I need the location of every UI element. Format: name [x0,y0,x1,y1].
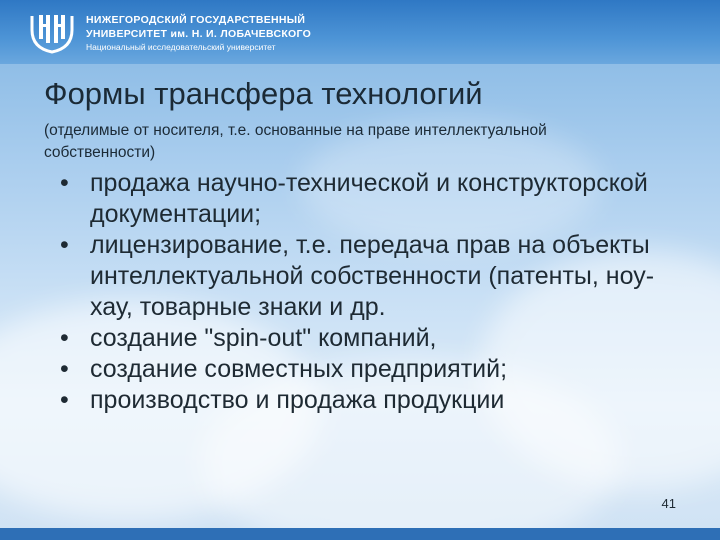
university-name-line1: НИЖЕГОРОДСКИЙ ГОСУДАРСТВЕННЫЙ [86,14,306,26]
bullet-dot: • [60,324,69,352]
bullet-dot: • [60,231,69,259]
bullet-item [44,168,684,230]
bottom-bar [0,528,720,540]
bullet-text: лицензирование, т.е. передача прав на объекты интеллектуальной собственности (патенты, ноу-хау, товарные знаки и др. [90,231,655,321]
slide-subtitle: (отделимые от носителя, т.е. основанные на праве интеллектуальной собственности) [44,122,547,161]
bullet-item [44,354,684,385]
bullet-dot: • [60,386,69,414]
header-banner [0,0,720,64]
bullet-item [44,385,684,416]
university-tagline: Национальный исследовательский университет [86,42,276,52]
bullet-item [44,323,684,354]
bullet-text: продажа научно-технической и конструкторской документации; [90,169,648,228]
bullet-text: создание "spin-out" компаний, [90,324,437,352]
bullet-dot: • [60,355,69,383]
bullet-dot: • [60,169,69,197]
bullet-text: производство и продажа продукции [90,386,505,414]
bullet-item [44,230,684,323]
slide-title: Формы трансфера технологий [44,76,483,111]
page-number: 41 [661,496,676,511]
university-name-line2: УНИВЕРСИТЕТ им. Н. И. ЛОБАЧЕВСКОГО [86,28,312,40]
bullet-list [44,168,684,416]
bullet-text: создание совместных предприятий; [90,355,508,383]
nnsu-logo-icon [28,10,76,56]
